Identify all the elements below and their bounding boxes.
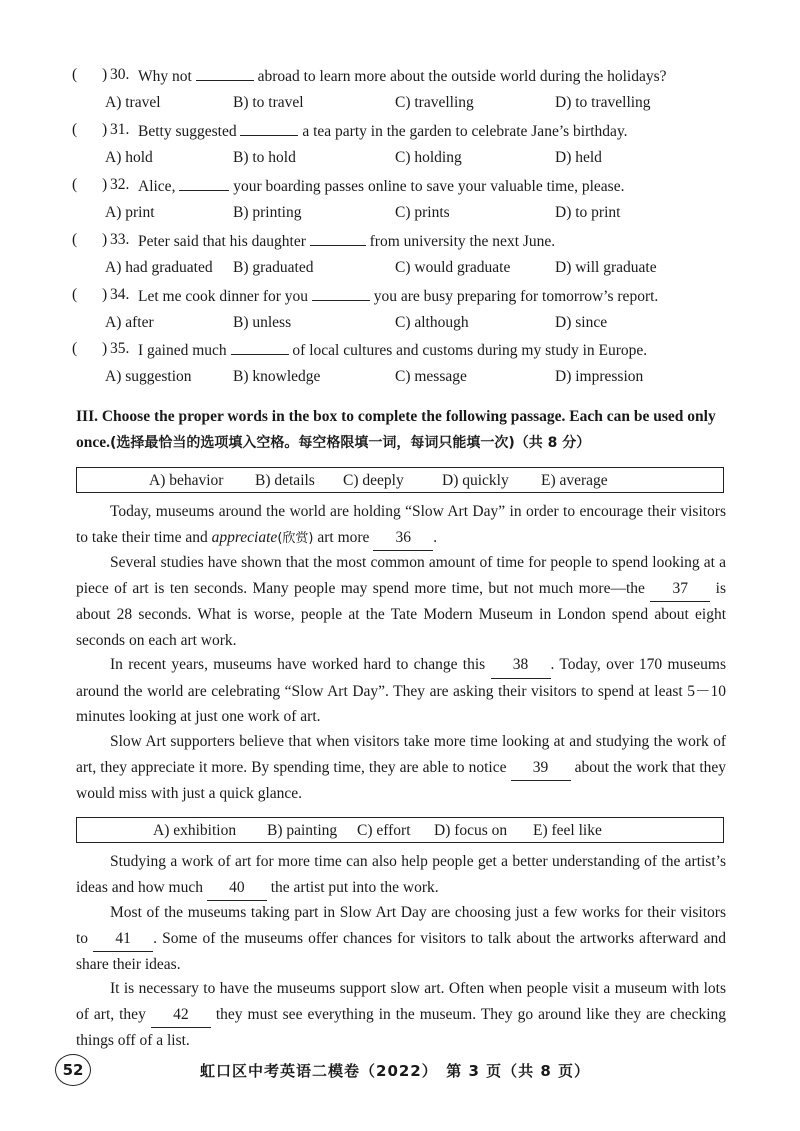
answer-paren-left: ( (72, 121, 78, 138)
word-box-2 (76, 817, 724, 843)
options (105, 368, 745, 388)
question-number: 31. (110, 121, 130, 138)
question-stem: Alice, your boarding passes online to save your valuable time, please. (138, 178, 625, 195)
option-a[interactable]: A) hold (105, 149, 153, 166)
option-c[interactable]: C) although (395, 314, 469, 331)
option-a[interactable]: A) after (105, 314, 154, 331)
passage-paragraph-6: Most of the museums taking part in Slow Art Day are choosing just a few works for their visitors to 41 . Some of the museums offer chances for visitors to talk about the artworks afterward and share their ideas. (76, 904, 726, 973)
word-option: E) feel like (533, 822, 602, 839)
word-option: D) quickly (442, 472, 509, 489)
options (105, 149, 745, 169)
option-d[interactable]: D) to print (555, 204, 621, 221)
option-b[interactable]: B) to hold (233, 149, 296, 166)
blank-40[interactable]: 40 (207, 875, 267, 902)
question-number: 33. (110, 231, 130, 248)
question-stem: Peter said that his daughter from university the next June. (138, 233, 556, 250)
passage-paragraph-5: Studying a work of art for more time can also help people get a better understanding of the artist’s ideas and how much 40 the artist put into the work. (76, 849, 726, 901)
option-a[interactable]: A) print (105, 204, 155, 221)
option-d[interactable]: D) held (555, 149, 602, 166)
question-stem: Let me cook dinner for you you are busy preparing for tomorrow’s report. (138, 288, 659, 305)
answer-paren-right: ) (102, 286, 108, 303)
section-heading-en: III. Choose the proper words in the box to complete the following passage. Each can be used only once. (76, 408, 716, 451)
option-d[interactable]: D) will graduate (555, 259, 657, 276)
question-stem: I gained much of local cultures and customs during my study in Europe. (138, 342, 648, 359)
blank-39[interactable]: 39 (511, 755, 571, 782)
answer-blank[interactable] (240, 121, 298, 136)
option-b[interactable]: B) to travel (233, 94, 304, 111)
page-footer: 虹口区中考英语二模卷（2022） 第 3 页（共 8 页） (200, 1062, 591, 1080)
question-stem: Why not abroad to learn more about the outside world during the holidays? (138, 68, 667, 85)
question-number: 32. (110, 176, 130, 193)
word-option: B) details (255, 472, 315, 489)
blank-41[interactable]: 41 (93, 926, 153, 953)
question-number: 35. (110, 340, 130, 357)
passage-paragraph-3: In recent years, museums have worked hard to change this 38 . Today, over 170 museums around the world are celebrating “Slow Art Day”. They are asking their visitors to spend at least 5－10 minutes looking at just one work of art. (76, 652, 726, 730)
answer-blank[interactable] (196, 66, 254, 81)
word-option: C) deeply (343, 472, 404, 489)
option-b[interactable]: B) knowledge (233, 368, 321, 385)
blank-42[interactable]: 42 (151, 1002, 211, 1029)
passage-paragraph-2: Several studies have shown that the most common amount of time for people to spend looking at a piece of art is ten seconds. Many people may spend more time, but not much more—the 37 is about 28 seconds. What is worse, people at the Tate Modern Museum in London spend about eight seconds on each art work. (76, 554, 727, 649)
word-option: A) exhibition (153, 822, 237, 839)
answer-paren-right: ) (102, 231, 108, 248)
passage-paragraph-7: It is necessary to have the museums support slow art. Often when people visit a museum with lots of art, they 42 they must see everything in the museum. They go around like they are checking things off of a list. (76, 980, 727, 1049)
options (105, 314, 745, 334)
section-heading (76, 404, 736, 456)
answer-blank[interactable] (310, 231, 366, 246)
answer-paren-left: ( (72, 66, 78, 83)
option-b[interactable]: B) graduated (233, 259, 314, 276)
answer-paren-right: ) (102, 176, 108, 193)
word-option: A) behavior (149, 472, 224, 489)
answer-blank[interactable] (312, 286, 370, 301)
answer-paren-left: ( (72, 231, 78, 248)
answer-paren-right: ) (102, 66, 108, 83)
blank-36[interactable]: 36 (373, 525, 433, 552)
option-c[interactable]: C) message (395, 368, 467, 385)
page-badge: 52 (55, 1054, 91, 1086)
option-d[interactable]: D) to travelling (555, 94, 651, 111)
question-stem: Betty suggested a tea party in the garden to celebrate Jane’s birthday. (138, 123, 628, 140)
word-option: D) focus on (434, 822, 508, 839)
answer-paren-left: ( (72, 286, 78, 303)
blank-37[interactable]: 37 (650, 576, 710, 603)
answer-paren-right: ) (102, 121, 108, 138)
options (105, 94, 745, 114)
word-option: B) painting (267, 822, 338, 839)
option-c[interactable]: C) prints (395, 204, 450, 221)
question-number: 30. (110, 66, 130, 83)
option-b[interactable]: B) printing (233, 204, 302, 221)
passage-paragraph-1: Today, museums around the world are holding “Slow Art Day” in order to encourage their visitors to take their time and appreciate(欣赏) art more 36 . (76, 499, 726, 551)
option-c[interactable]: C) would graduate (395, 259, 511, 276)
question-number: 34. (110, 286, 130, 303)
answer-paren-right: ) (102, 340, 108, 357)
option-a[interactable]: A) travel (105, 94, 161, 111)
option-a[interactable]: A) suggestion (105, 368, 192, 385)
options (105, 259, 745, 279)
option-d[interactable]: D) impression (555, 368, 644, 385)
answer-blank[interactable] (231, 340, 289, 355)
answer-paren-left: ( (72, 340, 78, 357)
blank-38[interactable]: 38 (491, 652, 551, 679)
option-c[interactable]: C) travelling (395, 94, 474, 111)
answer-paren-left: ( (72, 176, 78, 193)
answer-blank[interactable] (179, 176, 229, 191)
section-heading-zh: (选择最恰当的选项填入空格。每空格限填一词，每词只能填一次)（共 8 分） (110, 435, 591, 451)
options (105, 204, 745, 224)
word-option: E) average (541, 472, 608, 489)
option-d[interactable]: D) since (555, 314, 608, 331)
word-box-1 (76, 467, 724, 493)
option-a[interactable]: A) had graduated (105, 259, 213, 276)
word-option: C) effort (357, 822, 411, 839)
option-b[interactable]: B) unless (233, 314, 292, 331)
option-c[interactable]: C) holding (395, 149, 462, 166)
passage-paragraph-4: Slow Art supporters believe that when visitors take more time looking at and studying the work of art, they appreciate it more. By spending time, they are able to notice 39 about the work that they would miss with just a quick glance. (76, 733, 727, 802)
